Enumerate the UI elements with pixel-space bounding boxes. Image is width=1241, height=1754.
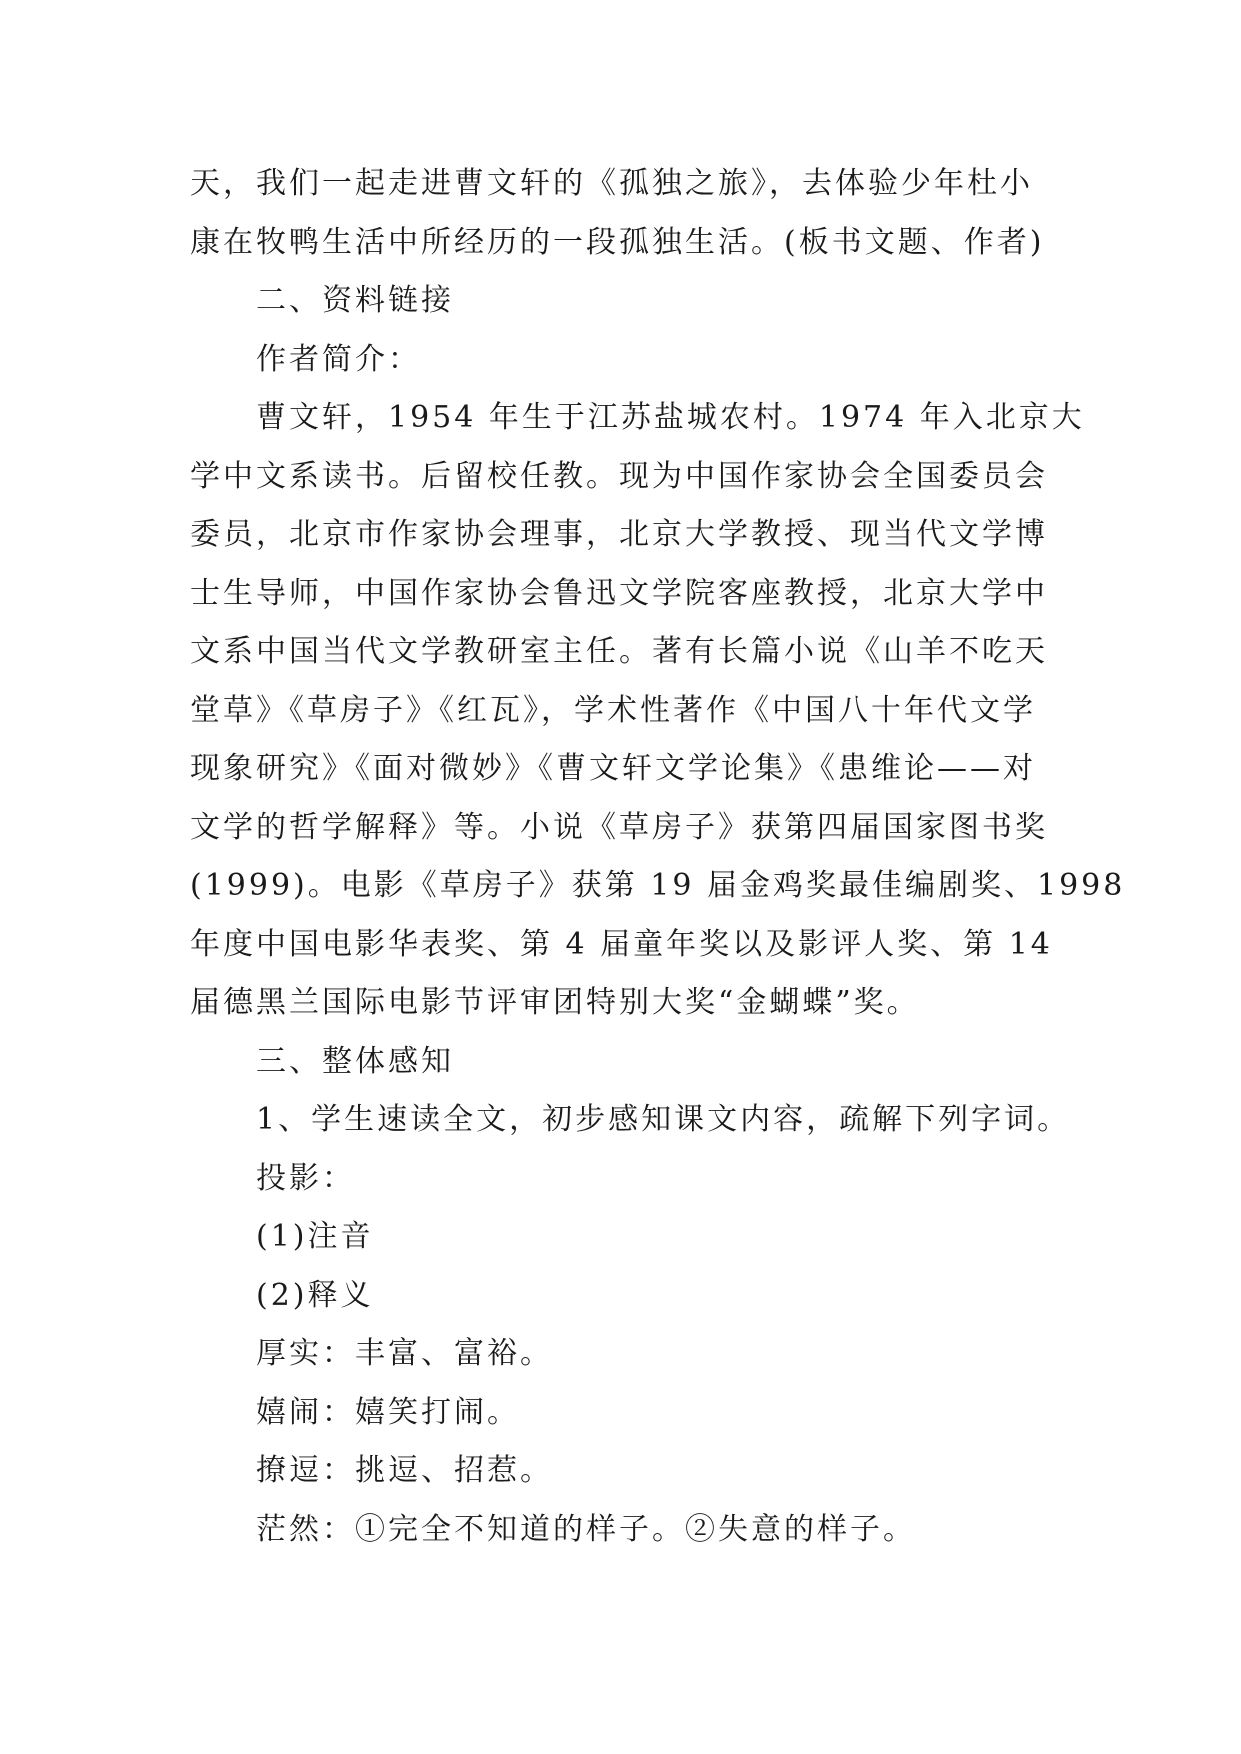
definition-item: 茫然：①完全不知道的样子。②失意的样子。 xyxy=(256,1511,916,1547)
text-line: 士生导师，中国作家协会鲁迅文学院客座教授，北京大学中 xyxy=(190,575,1048,611)
section-heading: 三、整体感知 xyxy=(256,1043,454,1079)
text-line: (1999)。电影《草房子》获第 19 届金鸡奖最佳编剧奖、1998 xyxy=(190,868,1126,903)
document-body xyxy=(190,155,1126,1559)
definition-item: 撩逗：挑逗、招惹。 xyxy=(256,1453,553,1488)
text-line: 投影： xyxy=(256,1160,355,1196)
list-item: (2)释义 xyxy=(256,1277,374,1313)
definition-item: 厚实：丰富、富裕。 xyxy=(256,1336,553,1371)
text-line: 年度中国电影华表奖、第 4 届童年奖以及影评人奖、第 14 xyxy=(190,926,1053,962)
text-line: 康在牧鸭生活中所经历的一段孤独生活。(板书文题、作者) xyxy=(190,224,1045,260)
text-line: 曹文轩，1954 年生于江苏盐城农村。1974 年入北京大 xyxy=(256,400,1085,435)
definition-item: 嬉闹：嬉笑打闹。 xyxy=(256,1394,520,1430)
text-line: 届德黑兰国际电影节评审团特别大奖“金蝴蝶”奖。 xyxy=(190,985,920,1020)
text-line: 现象研究》《面对微妙》《曹文轩文学论集》《患维论——对 xyxy=(190,751,1036,786)
text-line: 文系中国当代文学教研室主任。著有长篇小说《山羊不吃天 xyxy=(190,634,1048,669)
text-line: 委员，北京市作家协会理事，北京大学教授、现当代文学博 xyxy=(190,517,1048,552)
text-line: 1、学生速读全文，初步感知课文内容，疏解下列字词。 xyxy=(256,1102,1071,1137)
section-heading: 二、资料链接 xyxy=(256,283,454,318)
text-line: 学中文系读书。后留校任教。现为中国作家协会全国委员会 xyxy=(190,458,1048,494)
text-line: 文学的哲学解释》等。小说《草房子》获第四届国家图书奖 xyxy=(190,809,1048,845)
text-line: 天，我们一起走进曹文轩的《孤独之旅》，去体验少年杜小 xyxy=(190,166,1033,201)
list-item: (1)注音 xyxy=(256,1219,374,1254)
text-line: 堂草》《草房子》《红瓦》，学术性著作《中国八十年代文学 xyxy=(190,692,1036,728)
subheading: 作者简介： xyxy=(256,341,421,377)
